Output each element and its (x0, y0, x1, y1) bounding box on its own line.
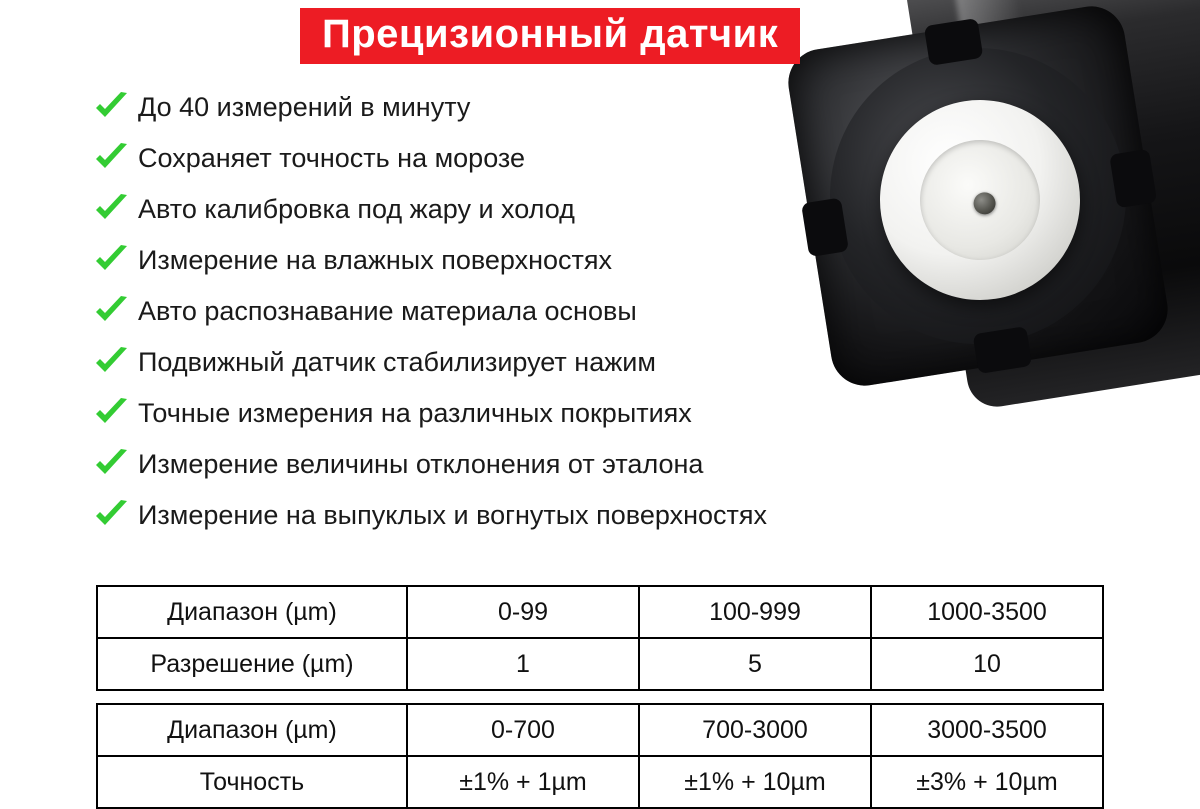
list-item (94, 490, 1054, 541)
check-icon (94, 142, 134, 176)
page-title-banner (300, 8, 800, 64)
feature-label: Авто распознавание материала основы (138, 296, 637, 326)
collar-notch (924, 18, 984, 66)
feature-label: Авто калибровка под жару и холод (138, 194, 575, 224)
collar-notch (1109, 149, 1157, 209)
table-cell: 1 (407, 638, 639, 690)
feature-label: Измерение на влажных поверхностях (138, 245, 613, 275)
check-icon (94, 244, 134, 278)
spec-tables (96, 585, 1104, 809)
table-row (97, 638, 1103, 690)
check-icon (94, 193, 134, 227)
check-icon (94, 91, 134, 125)
list-item (94, 388, 1054, 439)
list-item (94, 184, 1054, 235)
feature-label: Измерение на выпуклых и вогнутых поверхностях (138, 500, 767, 530)
table-cell: 10 (871, 638, 1103, 690)
table-cell: 0-99 (407, 586, 639, 638)
check-icon (94, 295, 134, 329)
table-divider (96, 691, 1104, 703)
check-icon (94, 346, 134, 380)
row-label: Точность (97, 756, 407, 808)
list-item (94, 133, 1054, 184)
page-title: Прецизионный датчик (322, 12, 779, 56)
check-icon (94, 448, 134, 482)
list-item (94, 286, 1054, 337)
table-cell: 5 (639, 638, 871, 690)
list-item (94, 337, 1054, 388)
check-icon (94, 397, 134, 431)
list-item (94, 439, 1054, 490)
feature-label: Точные измерения на различных покрытиях (138, 398, 692, 428)
list-item (94, 235, 1054, 286)
table-row (97, 756, 1103, 808)
table-row (97, 586, 1103, 638)
spec-table-accuracy (96, 703, 1104, 809)
table-cell: ±1% + 10µm (639, 756, 871, 808)
table-cell: 100-999 (639, 586, 871, 638)
table-cell: ±1% + 1µm (407, 756, 639, 808)
check-icon (94, 499, 134, 533)
table-row (97, 704, 1103, 756)
table-cell: 0-700 (407, 704, 639, 756)
spec-table-resolution (96, 585, 1104, 691)
feature-list (94, 82, 1054, 541)
feature-label: Измерение величины отклонения от эталона (138, 449, 704, 479)
table-cell: 3000-3500 (871, 704, 1103, 756)
row-label: Диапазон (µm) (97, 704, 407, 756)
row-label: Диапазон (µm) (97, 586, 407, 638)
row-label: Разрешение (µm) (97, 638, 407, 690)
table-cell: 700-3000 (639, 704, 871, 756)
table-cell: 1000-3500 (871, 586, 1103, 638)
feature-label: До 40 измерений в минуту (138, 92, 471, 122)
feature-label: Подвижный датчик стабилизирует нажим (138, 347, 656, 377)
table-cell: ±3% + 10µm (871, 756, 1103, 808)
feature-label: Сохраняет точность на морозе (138, 143, 526, 173)
list-item (94, 82, 1054, 133)
